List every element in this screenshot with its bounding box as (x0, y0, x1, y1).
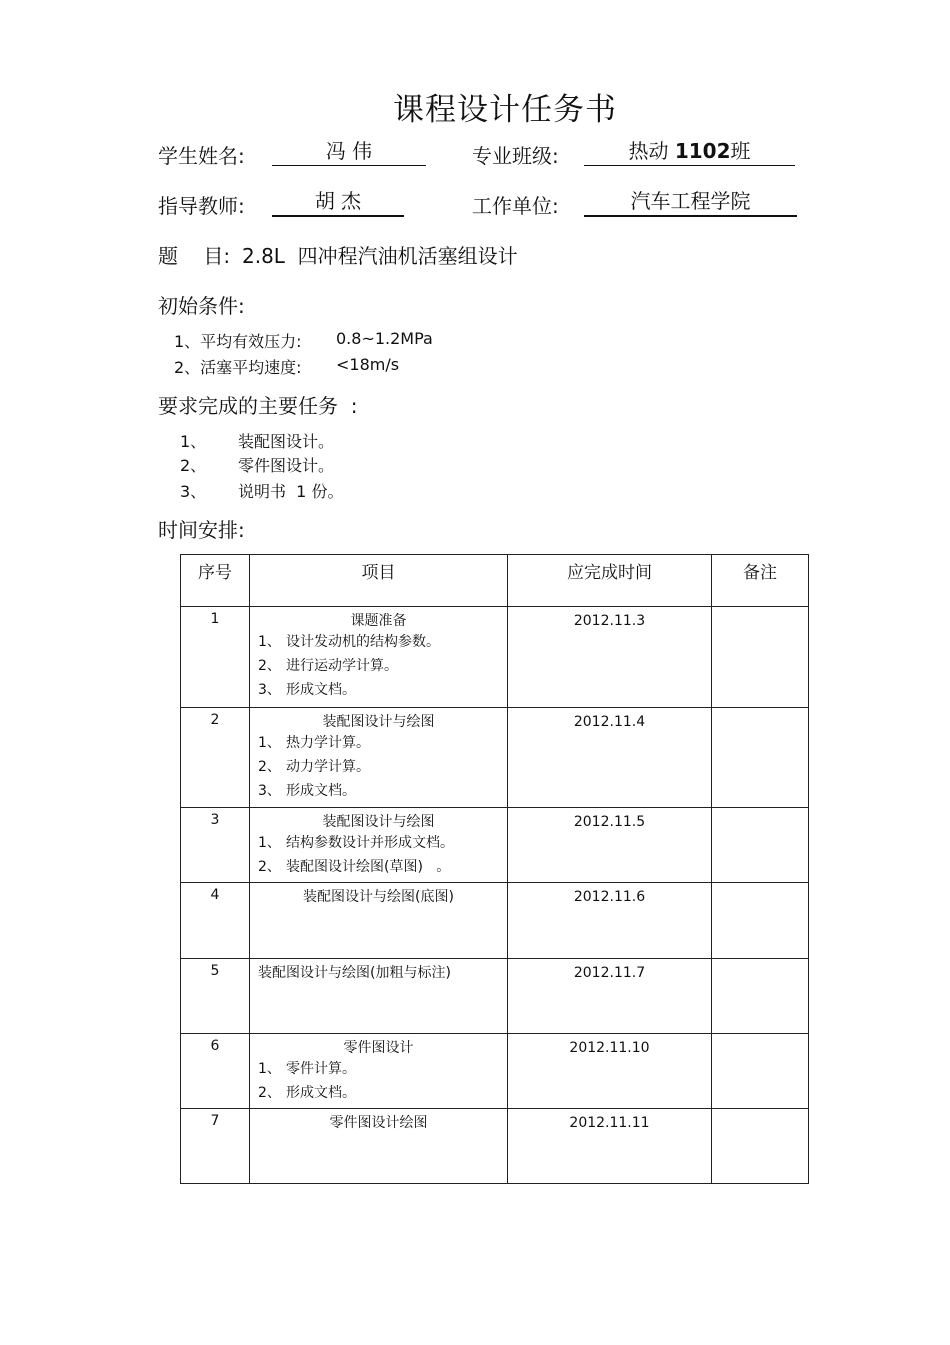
row-note (712, 1109, 809, 1184)
row-item-title: 装配图设计与绘图(加粗与标注) (258, 965, 451, 981)
table-row (181, 708, 809, 808)
row-item (250, 607, 508, 708)
student-label: 学生姓名: (158, 144, 245, 168)
unit-label: 工作单位: (472, 194, 559, 218)
row-number: 4 (181, 883, 250, 959)
tasks-heading: 要求完成的主要任务 : (158, 394, 358, 418)
header-note: 备注 (712, 555, 809, 607)
row-item (250, 883, 508, 959)
table-header-row (181, 555, 809, 607)
row-number: 5 (181, 959, 250, 1034)
row-item-title: 装配图设计与绘图(底图) (303, 889, 454, 905)
sub-item: 1、 热力学计算。 (258, 735, 370, 751)
row-number: 1 (181, 607, 250, 708)
class-prefix: 热动 (628, 139, 669, 163)
page-title: 课程设计任务书 (393, 92, 617, 128)
table-row (181, 959, 809, 1034)
row-item (250, 808, 508, 883)
topic-value: 2.8L 四冲程汽油机活塞组设计 (242, 244, 518, 268)
row-note (712, 708, 809, 808)
schedule-heading: 时间安排: (158, 518, 245, 542)
table-row (181, 808, 809, 883)
task-1-number: 1、 (180, 432, 207, 451)
sub-item: 1、 设计发动机的结构参数。 (258, 634, 440, 650)
sub-item: 1、 结构参数设计并形成文档。 (258, 835, 454, 851)
row-item (250, 708, 508, 808)
row-date: 2012.11.7 (508, 959, 712, 1034)
task-2-text: 零件图设计。 (238, 456, 335, 475)
header-item: 项目 (250, 555, 508, 607)
class-suffix: 班 (730, 139, 751, 163)
row-date: 2012.11.4 (508, 708, 712, 808)
sub-item: 1、 零件计算。 (258, 1061, 356, 1077)
table-row (181, 1109, 809, 1184)
sub-item: 2、 动力学计算。 (258, 759, 370, 775)
topic-label: 题 目: (158, 244, 231, 268)
row-item-title: 零件图设计 (343, 1040, 414, 1056)
class-number: 1102 (674, 139, 731, 163)
task-1-text: 装配图设计。 (238, 432, 335, 451)
row-date: 2012.11.3 (508, 607, 712, 708)
row-date: 2012.11.10 (508, 1034, 712, 1109)
row-item-title: 装配图设计与绘图 (322, 714, 435, 730)
row-number: 7 (181, 1109, 250, 1184)
task-3-number: 3、 (180, 482, 207, 501)
row-date: 2012.11.6 (508, 883, 712, 959)
row-note (712, 959, 809, 1034)
student-value: 冯 伟 (272, 139, 426, 166)
row-item-title: 零件图设计绘图 (329, 1115, 428, 1131)
table-row (181, 1034, 809, 1109)
task-2-number: 2、 (180, 456, 207, 475)
row-number: 6 (181, 1034, 250, 1109)
sub-item: 3、 形成文档。 (258, 783, 356, 799)
condition-1-value: 0.8~1.2MPa (336, 329, 433, 348)
row-number: 3 (181, 808, 250, 883)
table-row (181, 607, 809, 708)
table-row (181, 883, 809, 959)
class-label: 专业班级: (472, 144, 559, 168)
row-date: 2012.11.5 (508, 808, 712, 883)
unit-value: 汽车工程学院 (584, 189, 797, 217)
row-item (250, 1034, 508, 1109)
class-value (584, 139, 795, 166)
condition-1-label: 1、平均有效压力: (174, 332, 302, 351)
row-date: 2012.11.11 (508, 1109, 712, 1184)
row-item (250, 1109, 508, 1184)
sub-item: 3、 形成文档。 (258, 682, 356, 698)
conditions-heading: 初始条件: (158, 294, 245, 318)
row-number: 2 (181, 708, 250, 808)
teacher-label: 指导教师: (158, 194, 245, 218)
header-deadline: 应完成时间 (508, 555, 712, 607)
task-3-text: 说明书 1 份。 (238, 482, 344, 501)
row-item-title: 课题准备 (350, 613, 407, 629)
sub-item: 2、 装配图设计绘图(草图) 。 (258, 859, 451, 875)
header-number: 序号 (181, 555, 250, 607)
row-item-title: 装配图设计与绘图 (322, 814, 435, 830)
row-note (712, 1034, 809, 1109)
row-note (712, 808, 809, 883)
condition-2-label: 2、活塞平均速度: (174, 358, 302, 377)
teacher-value: 胡 杰 (272, 189, 404, 217)
sub-item: 2、 形成文档。 (258, 1085, 356, 1101)
row-item (250, 959, 508, 1034)
row-note (712, 883, 809, 959)
sub-item: 2、 进行运动学计算。 (258, 658, 398, 674)
condition-2-value: <18m/s (336, 355, 400, 374)
row-note (712, 607, 809, 708)
schedule-table (180, 554, 809, 1184)
